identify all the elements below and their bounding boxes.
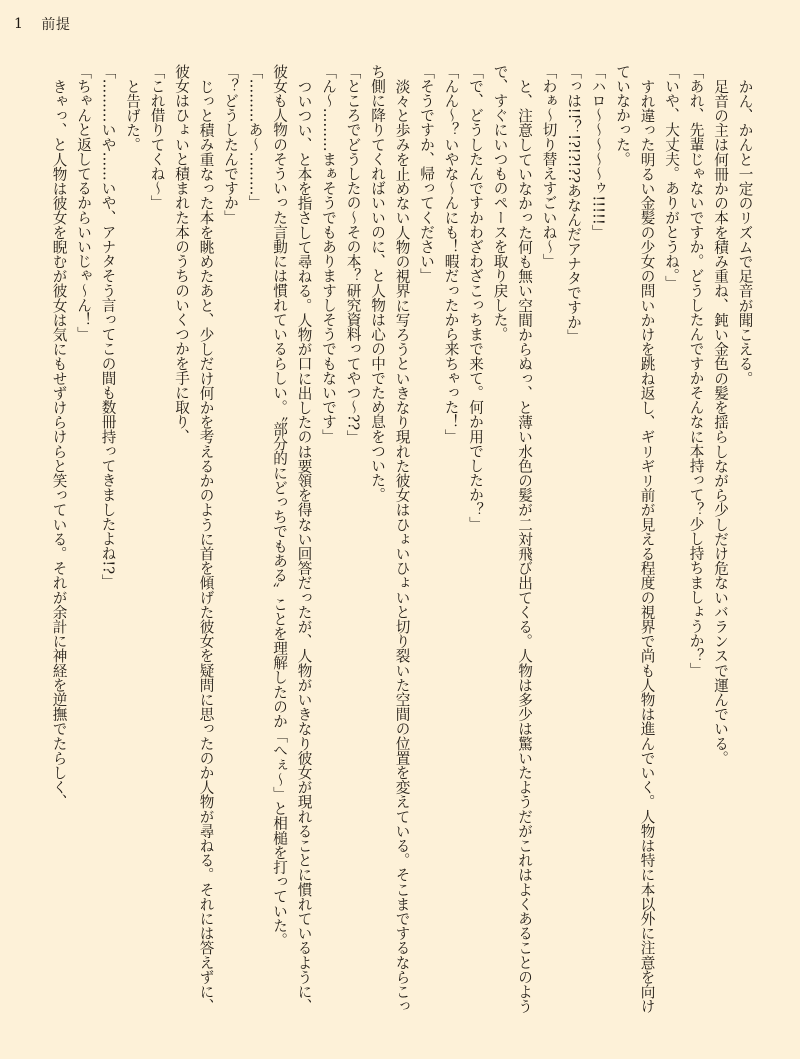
paragraph: 「そうですか、帰ってください」 <box>418 64 435 283</box>
paragraph: 「んん〜？いやな〜んにも！暇だったから来ちゃった！」 <box>442 64 460 444</box>
page-header <box>14 14 70 34</box>
paragraph: 「ん〜………まぁそうでもありますしそうでもないです」 <box>320 64 337 444</box>
paragraph: 淡々と歩みを止めない人物の視界に写ろうといきなり現れた彼女はひょいひょいと切り裂いた空間の位置を変えている。そこまでするならこっち側に降りてくればいいのに、と人物は心の中でため息をついた。 <box>369 64 411 1013</box>
paragraph: すれ違った明るい金髪の少女の問いかけを跳ね返し、ギリギリ前が見える程度の視界で尚も人物は進んでいく。人物は特に本以外に注意を向けていなかった。 <box>614 64 656 1013</box>
paragraph: 「………いや……いや、アナタそう言ってこの間も数冊持ってきましたよね!?」 <box>99 64 117 589</box>
paragraph: きゃっ、と人物は彼女を睨むが彼女は気にもせずけらけらと笑っている。それが余計に神経を逆撫でたらしく、 <box>50 78 68 809</box>
paragraph: 足音の主は何冊かの本を積み重ね、鈍い金色の髪を揺らしながら少しだけ危ないバランスで運んでいる。 <box>712 78 729 765</box>
paragraph: 「いや、大丈夫。ありがとうね。」 <box>663 64 680 291</box>
paragraph: 「あれ、先輩じゃないですか。どうしたんですかそんなに本持って？少し持ちましょうか？」 <box>687 64 705 678</box>
chapter-title: 前提 <box>41 17 71 33</box>
paragraph: と告げた。 <box>124 78 141 152</box>
paragraph: かん、かんと一定のリズムで足音が聞こえる。 <box>736 78 754 386</box>
body-text-area <box>46 64 754 1024</box>
paragraph: 「ところでどうしたの〜その本？研究資料ってやつ〜??」 <box>344 64 362 445</box>
paragraph: 「ハロ〜〜〜〜〜ゥ!!!!!」 <box>589 64 607 240</box>
paragraph: と、注意していなかった何も無い空間からぬっ、と薄い水色の髪が二対飛び出てくる。人物は多少は驚いたようだがこれはよくあることのようで、すぐにいつものペースを取り戻した。 <box>491 64 533 1013</box>
vertical-body-text <box>46 64 757 1024</box>
paragraph: 「これ借りてくね〜」 <box>148 64 166 210</box>
paragraph: 「？どうしたんですか」 <box>222 64 239 225</box>
page-number: 1 <box>14 16 24 32</box>
paragraph: 「ちゃんと返してるからいいじゃ〜ん！」 <box>75 64 92 342</box>
paragraph: 「っは!!？!?!?!??あなんだアナタですか」 <box>565 64 582 344</box>
paragraph: ついつい、と本を指さして尋ねる。人物が口に出したのは要領を得ない回答だったが、人物がいきなり彼女が現れることに慣れているように、彼女も人物のそういった言動には慣れているらしい。〝部分的にどっちでもある〟ことを理解したのか「へぇ〜」と相槌を打っていた。 <box>271 64 313 1013</box>
paragraph: 「わぁ〜切り替えすごいね〜」 <box>540 64 558 269</box>
paragraph: じっと積み重なった本を眺めたあと、少しだけ何かを考えるかのように首を傾げた彼女を疑問に思ったのか人物が尋ねる。それには答えずに、彼女はひょいと積まれた本のうちのいくつかを手に取り、 <box>173 64 215 1013</box>
paragraph: 「………あ〜………」 <box>246 64 264 210</box>
paragraph: 「で、どうしたんですかわざわざこっちまで来て。何か用でしたか？」 <box>467 64 484 532</box>
